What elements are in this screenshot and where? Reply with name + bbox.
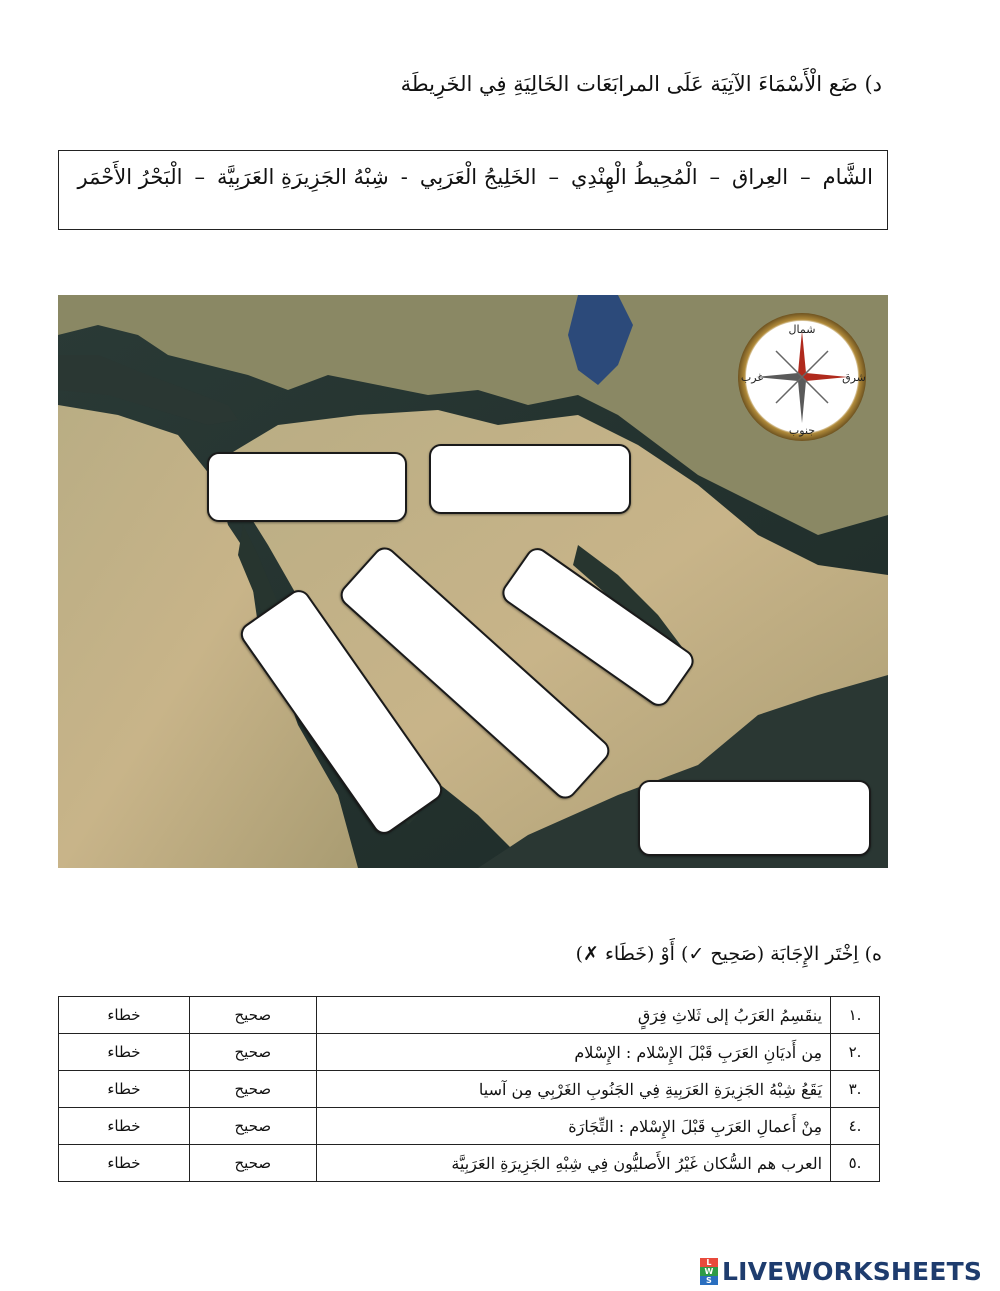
compass-icon — [736, 311, 868, 443]
table-row — [59, 1034, 880, 1071]
table-row — [59, 1145, 880, 1182]
question-number: .٣ — [831, 1071, 880, 1108]
option-true[interactable]: صحيح — [189, 1108, 316, 1145]
word-separator: – — [709, 165, 721, 189]
question-text: مِنْ أَعمالِ العَرَبِ قَبْلَ الإِسْلام : التِّجَارَة — [316, 1108, 830, 1145]
question-number: .٥ — [831, 1145, 880, 1182]
word-bank-item: الْمُحِيطُ الْهِنْدِي — [570, 165, 698, 189]
word-separator: - — [400, 165, 408, 189]
question-text: العرب هم السُّكان غَيْرُ الأَصليُّون فِي شِبْهِ الجَزِيرَةِ العَرَبِيَّة — [316, 1145, 830, 1182]
compass-south-label: جنوب — [788, 424, 816, 437]
option-false[interactable]: خطاء — [59, 1071, 190, 1108]
question-text: ينقَسِمُ العَرَبُ إلى ثَلاثِ فِرَقٍ — [316, 997, 830, 1034]
answer-box-2[interactable] — [429, 444, 631, 514]
question-number: .١ — [831, 997, 880, 1034]
question-number: .٤ — [831, 1108, 880, 1145]
question-text: مِن أَديَانِ العَرَبِ قَبْلَ الإِسْلام : الإِسْلام — [316, 1034, 830, 1071]
table-row — [59, 1071, 880, 1108]
compass-east-label: شرق — [842, 371, 866, 384]
liveworksheets-logo — [700, 1257, 982, 1286]
map — [58, 295, 888, 868]
option-false[interactable]: خطاء — [59, 1108, 190, 1145]
word-separator: – — [800, 165, 811, 189]
word-bank-item: شِبْهُ الجَزِيرَةِ العَرَبِيَّة — [216, 165, 389, 189]
true-false-table — [58, 996, 880, 1182]
compass-west-label: غرب — [740, 371, 764, 384]
word-bank-item: الخَلِيجُ الْعَرَبِي — [419, 165, 537, 189]
word-bank-item: الشَّام — [822, 165, 873, 189]
section-d-title: د) ضَع الْأَسْمَاءَ الآتِيَة عَلَى المرابَعَات الخَالِيَةِ فِي الخَرِيطَة — [400, 72, 882, 96]
option-false[interactable]: خطاء — [59, 1145, 190, 1182]
liveworksheets-logo-icon: L W S — [700, 1258, 718, 1286]
table-row — [59, 997, 880, 1034]
option-true[interactable]: صحيح — [189, 1034, 316, 1071]
option-true[interactable]: صحيح — [189, 1071, 316, 1108]
option-false[interactable]: خطاء — [59, 1034, 190, 1071]
option-true[interactable]: صحيح — [189, 997, 316, 1034]
section-h-title: ه) اِخْتَر الإِجَابَة (صَحِيح ✓) أَوْ (خَطَاء ✗) — [575, 943, 882, 965]
word-separator: – — [548, 165, 559, 189]
question-number: .٢ — [831, 1034, 880, 1071]
question-text: يَقَعُ شِبْهُ الجَزِيرَةِ العَرَبِيةِ فِي الجَنُوبِ الغَرْبِي مِن آسيا — [316, 1071, 830, 1108]
word-bank-item: الْبَحْرُ الأَحْمَر — [77, 165, 183, 189]
word-separator: – — [194, 165, 205, 189]
answer-box-6[interactable] — [638, 780, 871, 856]
brand-name: LIVEWORKSHEETS — [722, 1257, 983, 1286]
table-row — [59, 1108, 880, 1145]
answer-box-1[interactable] — [207, 452, 407, 522]
option-true[interactable]: صحيح — [189, 1145, 316, 1182]
option-false[interactable]: خطاء — [59, 997, 190, 1034]
word-bank-item: العِراق — [732, 165, 789, 189]
word-bank — [58, 150, 888, 230]
compass-north-label: شمال — [788, 323, 816, 336]
